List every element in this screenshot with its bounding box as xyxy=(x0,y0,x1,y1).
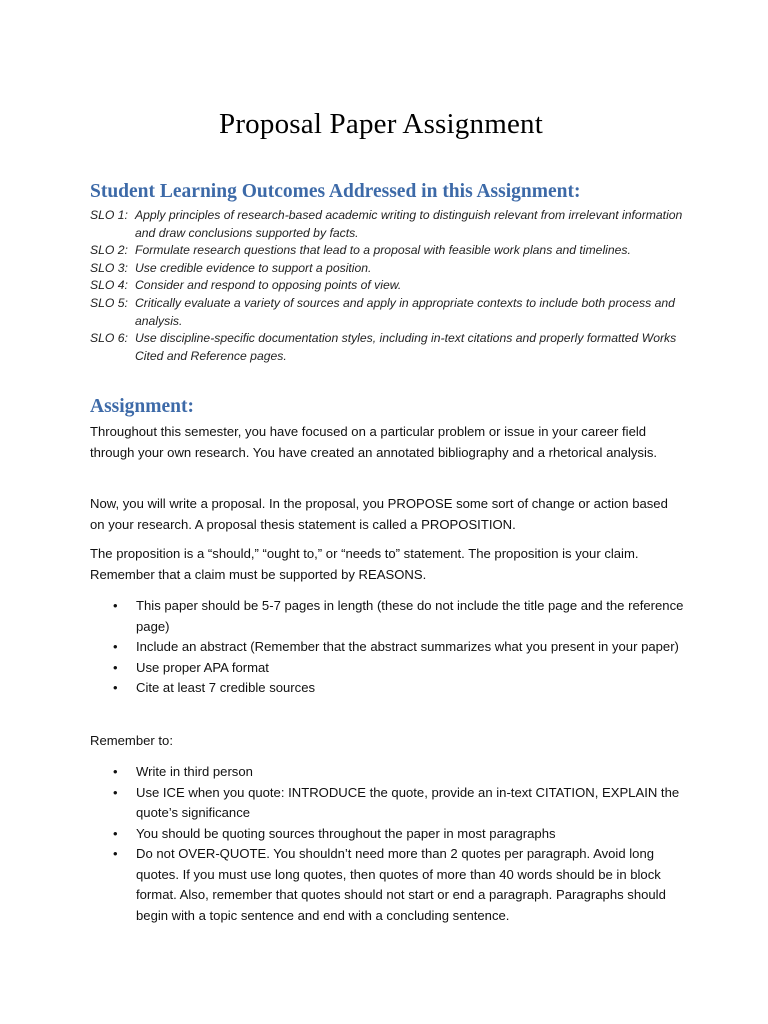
slo-code: SLO 6: xyxy=(90,331,128,346)
bullet-icon: • xyxy=(113,825,118,841)
slo-text: Use credible evidence to support a position. xyxy=(135,260,372,275)
list-item xyxy=(90,596,690,637)
list-item xyxy=(90,678,690,699)
paragraph-proposal: Now, you will write a proposal. In the proposal, you PROPOSE some sort of change or action based on your research. A proposal thesis statement is called a PROPOSITION. xyxy=(90,496,668,532)
list-item xyxy=(90,824,690,845)
list-item xyxy=(90,762,690,783)
list-item-text: You should be quoting sources throughout the paper in most paragraphs xyxy=(136,825,556,841)
slo-text: Use discipline-specific documentation styles, including in-text citations and properly formatted Works Cited and Reference pages. xyxy=(135,331,677,363)
slo-item xyxy=(90,242,690,260)
remember-label: Remember to: xyxy=(90,733,173,748)
bullet-icon: • xyxy=(113,764,118,779)
slo-item xyxy=(90,330,690,365)
bullet-icon: • xyxy=(113,598,118,613)
requirements-list xyxy=(90,596,690,699)
slo-item xyxy=(90,207,690,242)
slo-code: SLO 5: xyxy=(90,295,128,310)
slo-code: SLO 1: xyxy=(90,208,128,222)
list-item-text: Use proper APA format xyxy=(136,659,269,675)
list-item-text: This paper should be 5-7 pages in length (these do not include the title page and the reference page) xyxy=(136,598,684,634)
list-item-text: Include an abstract (Remember that the abstract summarizes what you present in your paper) xyxy=(136,639,679,654)
slo-code: SLO 3: xyxy=(90,260,128,275)
list-item-text: Write in third person xyxy=(136,764,253,779)
slo-item xyxy=(90,277,690,295)
slo-text: Apply principles of research-based academic writing to distinguish relevant from irrelevant information and draw conclusions supported by facts. xyxy=(135,208,683,240)
slo-text: Critically evaluate a variety of sources and apply in appropriate contexts to include both process and analysis. xyxy=(135,295,675,328)
slo-code: SLO 2: xyxy=(90,243,128,258)
list-item xyxy=(90,783,690,824)
bullet-icon: • xyxy=(113,784,118,800)
bullet-icon: • xyxy=(113,639,118,654)
page-title: Proposal Paper Assignment xyxy=(219,108,543,140)
slo-item xyxy=(90,295,690,330)
list-item xyxy=(90,844,690,926)
reminders-list xyxy=(90,762,690,926)
paragraph-intro: Throughout this semester, you have focused on a particular problem or issue in your career field through your own research. You have created an annotated bibliography and a rhetorical analysis. xyxy=(90,424,658,460)
list-item xyxy=(90,658,690,679)
bullet-icon: • xyxy=(113,680,118,695)
bullet-icon: • xyxy=(113,659,118,675)
slo-text: Consider and respond to opposing points of view. xyxy=(135,278,402,293)
slo-list xyxy=(90,207,690,365)
list-item-text: Do not OVER-QUOTE. You shouldn’t need more than 2 quotes per paragraph. Avoid long quotes. If you must use long quotes, then quotes of more than 40 words should be in block format. Also, remember that quotes should not start or end a paragraph. Paragraphs should begin with a topic sentence and end with a concluding sentence. xyxy=(136,846,666,923)
slo-item xyxy=(90,260,690,278)
assignment-heading: Assignment: xyxy=(90,396,195,417)
bullet-icon: • xyxy=(113,846,118,861)
paragraph-proposition: The proposition is a “should,” “ought to,” or “needs to” statement. The proposition is your claim. Remember that a claim must be supported by REASONS. xyxy=(90,546,639,582)
outcomes-heading: Student Learning Outcomes Addressed in this Assignment: xyxy=(90,181,581,202)
list-item-text: Cite at least 7 credible sources xyxy=(136,680,316,695)
list-item xyxy=(90,637,690,658)
list-item-text: Use ICE when you quote: INTRODUCE the quote, provide an in-text CITATION, EXPLAIN the quote’s significance xyxy=(136,784,680,820)
slo-text: Formulate research questions that lead to a proposal with feasible work plans and timelines. xyxy=(135,243,631,258)
slo-code: SLO 4: xyxy=(90,278,128,293)
